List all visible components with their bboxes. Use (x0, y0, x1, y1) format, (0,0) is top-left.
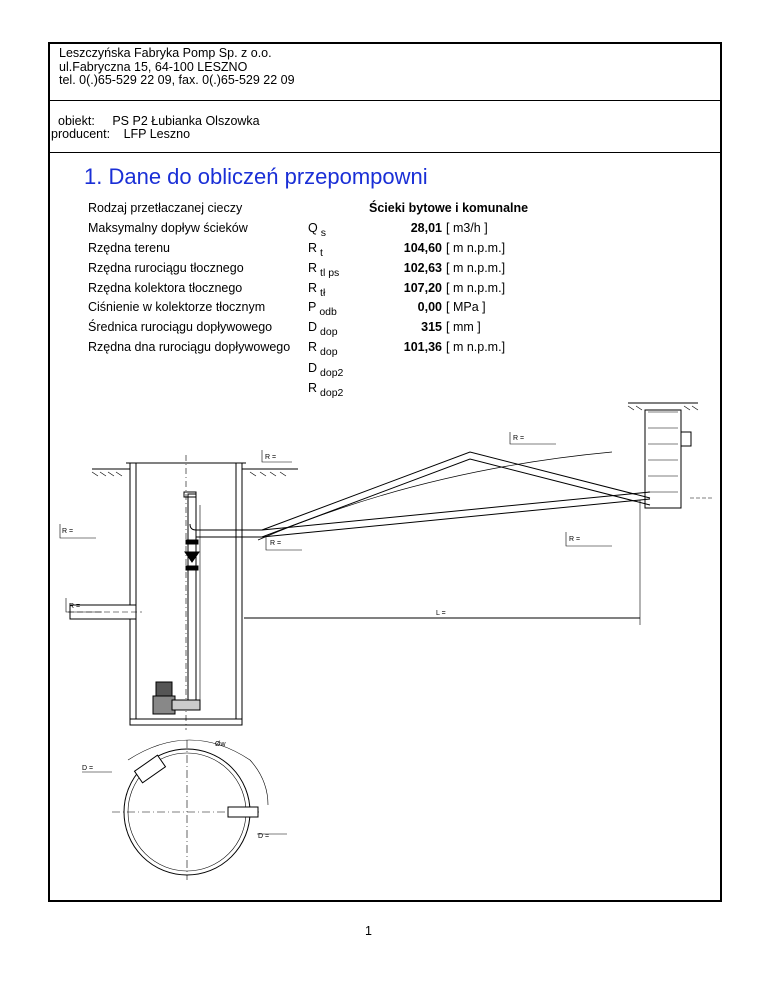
collector-chamber (645, 410, 681, 508)
section-title: 1. Dane do obliczeń przepompowni (84, 164, 428, 189)
fluid-label: Rodzaj przetłaczanej cieczy (88, 201, 243, 215)
param-label: Średnica rurociągu dopływowego (88, 320, 273, 334)
param-symbol-letter: D (308, 320, 318, 334)
check-valve (185, 552, 199, 562)
param-symbol-sub: dop2 (320, 367, 344, 379)
param-value: 101,36 (403, 340, 442, 354)
param-symbol-sub: dop2 (320, 387, 344, 399)
plan-outlet (228, 807, 258, 817)
valve-flange-top (186, 540, 198, 544)
label-rdop2: R = (69, 603, 81, 610)
valve-flange-bottom (186, 566, 198, 570)
object-value: PS P2 Łubianka Olszowka (112, 114, 260, 128)
label-plan-tl: D = (258, 833, 270, 840)
param-unit: [ MPa ] (446, 300, 486, 314)
param-value: 315 (421, 320, 442, 334)
pressure-line-lower (262, 492, 650, 530)
param-unit: [ m n.p.m.] (446, 241, 506, 255)
param-value: 0,00 (417, 300, 442, 314)
param-label: Rzędna dna rurociągu dopływowego (88, 340, 291, 354)
plan-inlet (135, 755, 166, 783)
param-unit: [ m n.p.m.] (446, 281, 506, 295)
company-address: ul.Fabryczna 15, 64-100 LESZNO (59, 59, 248, 74)
param-symbol-letter: R (308, 241, 318, 255)
param-value: 104,60 (403, 241, 442, 255)
param-symbol-letter: R (308, 340, 318, 354)
label-rtlps: R = (270, 540, 282, 547)
riser-pipe (188, 494, 196, 700)
producer-value: LFP Leszno (123, 127, 191, 141)
ground-hatch-left (92, 472, 122, 476)
param-label: Rzędna kolektora tłocznego (88, 281, 243, 295)
chamber-step (681, 432, 691, 446)
company-phone: tel. 0(.)65-529 22 09, fax. 0(.)65-529 22 09 (59, 73, 295, 87)
page-number: 1 (365, 924, 372, 938)
param-label: Maksymalny dopływ ścieków (88, 221, 248, 235)
param-symbol-sub: t (320, 247, 323, 259)
param-label: Rzędna rurociągu tłocznego (88, 261, 244, 275)
label-rtlmin: R = (569, 536, 581, 543)
param-symbol-letter: R (308, 281, 318, 295)
param-symbol-sub: dop (320, 346, 338, 358)
label-rdop: R = (62, 528, 74, 535)
label-rtlmax: R = (513, 435, 525, 442)
param-value: 107,20 (403, 281, 442, 295)
object-label: obiekt: (58, 114, 95, 128)
param-symbol-sub: tł (320, 287, 326, 299)
param-symbol-letter: R (308, 381, 318, 395)
param-symbol-letter: P (308, 300, 317, 314)
pressure-line-lower-2 (262, 499, 650, 537)
discharge-pipe (196, 530, 262, 537)
param-symbol-sub: odb (319, 306, 337, 318)
param-symbol-sub: s (320, 227, 326, 239)
param-label: Ciśnienie w kolektorze tłocznym (88, 300, 266, 314)
well-wall-right (236, 463, 242, 725)
param-value: 102,63 (403, 261, 442, 275)
label-ltl: L = (436, 610, 446, 617)
param-symbol-letter: R (308, 261, 318, 275)
param-unit: [ mm ] (446, 320, 481, 334)
label-plan-dop: D = (82, 765, 94, 772)
pump-motor (156, 682, 172, 696)
param-symbol-letter: Q (308, 221, 318, 235)
well-wall-left (130, 463, 136, 725)
param-label: Rzędna terenu (88, 241, 171, 255)
label-dw: Øw (215, 741, 226, 748)
label-rt: R = (265, 454, 277, 461)
param-unit: [ m n.p.m.] (446, 261, 506, 275)
pump-foot (172, 700, 200, 710)
param-symbol-sub: dop (320, 326, 338, 338)
ground-hatch-right (250, 472, 286, 476)
discharge-bend (190, 524, 196, 530)
producer-label: producent: (51, 127, 111, 141)
company-name: Leszczyńska Fabryka Pomp Sp. z o.o. (59, 46, 272, 60)
param-unit: [ m n.p.m.] (446, 340, 506, 354)
fluid-value: Ścieki bytowe i komunalne (369, 201, 529, 215)
param-unit: [ m3/h ] (446, 221, 488, 235)
param-symbol-letter: D (308, 361, 318, 375)
param-value: 28,01 (410, 221, 442, 235)
param-symbol-sub: tl ps (320, 267, 340, 279)
